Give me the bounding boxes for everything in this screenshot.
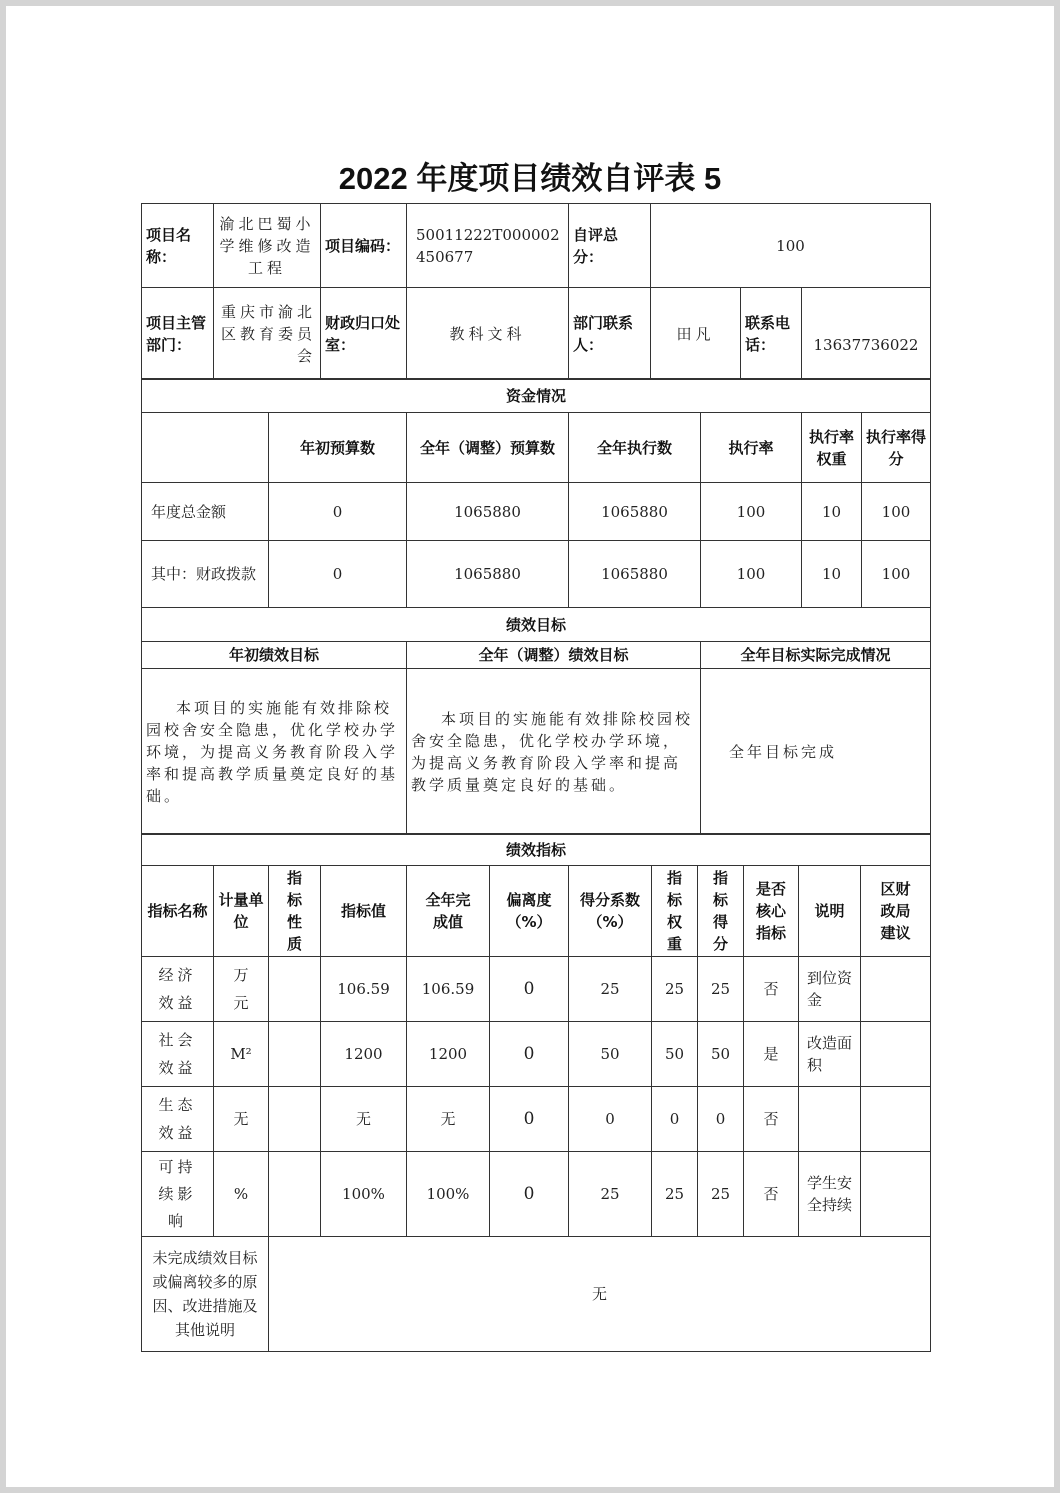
- table-row: [142, 1087, 931, 1152]
- indicator-cell: 到位资金: [799, 957, 861, 1022]
- funds-cell: 其中：财政拨款: [142, 541, 269, 608]
- funds-cell: 年度总金额: [142, 483, 269, 541]
- funds-cell: 0: [269, 541, 407, 608]
- self-score-value: 100: [651, 204, 931, 288]
- indicator-cell: [269, 957, 321, 1022]
- indicator-cell: 1200: [321, 1022, 407, 1087]
- indicator-cell: 生态效益: [142, 1087, 214, 1152]
- table-row: [142, 1022, 931, 1087]
- indicators-header: 区财政局建议: [861, 866, 931, 957]
- indicator-cell: [861, 1022, 931, 1087]
- funds-section-title: 资金情况: [142, 379, 931, 413]
- indicators-header: 得分系数（%）: [569, 866, 652, 957]
- funds-cell: 10: [802, 541, 862, 608]
- indicators-header: 指标名称: [142, 866, 214, 957]
- funds-cell: 1065880: [569, 483, 701, 541]
- funds-header: [142, 413, 269, 483]
- indicators-header: 计量单位: [214, 866, 269, 957]
- indicator-cell: 25: [569, 1152, 652, 1237]
- funds-header: 全年执行数: [569, 413, 701, 483]
- funds-header: 年初预算数: [269, 413, 407, 483]
- funds-cell: 100: [862, 483, 931, 541]
- dept-value: 重庆市渝北区教育委员会: [214, 288, 321, 380]
- indicator-cell: [269, 1022, 321, 1087]
- indicators-header: 指标值: [321, 866, 407, 957]
- project-name-label: 项目名称：: [142, 204, 214, 288]
- indicators-header: 全年完成值: [407, 866, 490, 957]
- indicator-cell: 25: [698, 1152, 744, 1237]
- table-row: [142, 957, 931, 1022]
- indicator-cell: 学生安全持续: [799, 1152, 861, 1237]
- indicator-cell: M²: [214, 1022, 269, 1087]
- indicator-cell: 万元: [214, 957, 269, 1022]
- funds-header: 执行率: [701, 413, 802, 483]
- indicator-cell: 25: [652, 1152, 698, 1237]
- indicator-cell: 50: [698, 1022, 744, 1087]
- office-value: 教科文科: [407, 288, 569, 380]
- indicator-cell: 0: [490, 1087, 569, 1152]
- goals-header: 全年（调整）绩效目标: [407, 642, 701, 669]
- indicator-cell: 0: [698, 1087, 744, 1152]
- dept-label: 项目主管部门：: [142, 288, 214, 380]
- indicators-section-title: 绩效指标: [142, 834, 931, 866]
- project-code-value: 50011222T000002450677: [407, 204, 569, 288]
- funds-table: [141, 378, 931, 608]
- project-code-label: 项目编码：: [321, 204, 407, 288]
- indicator-cell: 否: [744, 957, 799, 1022]
- indicators-header: 是否核心指标: [744, 866, 799, 957]
- indicator-cell: 可持续影响: [142, 1152, 214, 1237]
- indicator-cell: 25: [698, 957, 744, 1022]
- indicator-cell: 50: [569, 1022, 652, 1087]
- indicator-cell: 0: [652, 1087, 698, 1152]
- indicator-cell: [861, 957, 931, 1022]
- funds-cell: 100: [701, 483, 802, 541]
- funds-cell: 100: [862, 541, 931, 608]
- adjusted-goal-text: 本项目的实施能有效排除校园校舍安全隐患，优化学校办学环境，为提高义务教育阶段入学率和提高教学质量奠定良好的基础。: [407, 669, 701, 835]
- indicator-cell: 1200: [407, 1022, 490, 1087]
- remarks-label: 未完成绩效目标或偏离较多的原因、改进措施及其他说明: [142, 1237, 269, 1352]
- indicator-cell: [861, 1152, 931, 1237]
- indicator-cell: [799, 1087, 861, 1152]
- funds-header: 全年（调整）预算数: [407, 413, 569, 483]
- indicator-cell: 106.59: [321, 957, 407, 1022]
- indicators-header: 指标性质: [269, 866, 321, 957]
- indicator-cell: 0: [490, 1152, 569, 1237]
- office-label: 财政归口处室：: [321, 288, 407, 380]
- indicator-cell: 100%: [407, 1152, 490, 1237]
- table-row: [142, 541, 931, 608]
- indicator-cell: 0: [569, 1087, 652, 1152]
- indicator-cell: 是: [744, 1022, 799, 1087]
- project-name-value: 渝北巴蜀小学维修改造工程: [214, 204, 321, 288]
- contact-value: 田凡: [651, 288, 741, 380]
- indicator-cell: 100%: [321, 1152, 407, 1237]
- indicator-cell: 0: [490, 957, 569, 1022]
- indicator-cell: [861, 1087, 931, 1152]
- indicators-header: 偏离度（%）: [490, 866, 569, 957]
- indicator-cell: [269, 1152, 321, 1237]
- contact-label: 部门联系人：: [569, 288, 651, 380]
- funds-header: 执行率得分: [862, 413, 931, 483]
- initial-goal-text: 本项目的实施能有效排除校园校舍安全隐患，优化学校办学环境，为提高义务教育阶段入学率和提高教学质量奠定良好的基础。: [142, 669, 407, 835]
- funds-cell: 100: [701, 541, 802, 608]
- goals-table: [141, 607, 931, 835]
- indicator-cell: 无: [407, 1087, 490, 1152]
- indicator-cell: 25: [569, 957, 652, 1022]
- indicators-header: 说明: [799, 866, 861, 957]
- remarks-table: [141, 1236, 931, 1352]
- page-title: 2022 年度项目绩效自评表 5: [338, 161, 722, 196]
- indicator-cell: 0: [490, 1022, 569, 1087]
- indicator-cell: 50: [652, 1022, 698, 1087]
- indicator-cell: 无: [321, 1087, 407, 1152]
- indicator-cell: 经济效益: [142, 957, 214, 1022]
- goals-section-title: 绩效目标: [142, 608, 931, 642]
- funds-cell: 10: [802, 483, 862, 541]
- indicator-cell: 否: [744, 1152, 799, 1237]
- indicator-cell: 社会效益: [142, 1022, 214, 1087]
- goals-header: 年初绩效目标: [142, 642, 407, 669]
- indicator-cell: 改造面积: [799, 1022, 861, 1087]
- indicator-cell: 106.59: [407, 957, 490, 1022]
- indicator-cell: 25: [652, 957, 698, 1022]
- funds-cell: 1065880: [407, 541, 569, 608]
- funds-header: 执行率权重: [802, 413, 862, 483]
- phone-label: 联系电话：: [741, 288, 802, 380]
- indicators-header: 指标权重: [652, 866, 698, 957]
- table-row: [142, 483, 931, 541]
- actual-completion-text: 全年目标完成: [701, 669, 931, 835]
- indicators-table: [141, 833, 931, 1237]
- phone-value: 13637736022: [802, 288, 931, 380]
- indicator-cell: [269, 1087, 321, 1152]
- goals-header: 全年目标实际完成情况: [701, 642, 931, 669]
- indicator-cell: %: [214, 1152, 269, 1237]
- indicator-cell: 无: [214, 1087, 269, 1152]
- table-row: [142, 1152, 931, 1237]
- indicators-header: 指标得分: [698, 866, 744, 957]
- funds-cell: 1065880: [569, 541, 701, 608]
- funds-cell: 1065880: [407, 483, 569, 541]
- indicator-cell: 否: [744, 1087, 799, 1152]
- funds-cell: 0: [269, 483, 407, 541]
- remarks-value: 无: [269, 1237, 931, 1352]
- self-score-label: 自评总分：: [569, 204, 651, 288]
- project-info-table: [141, 203, 931, 380]
